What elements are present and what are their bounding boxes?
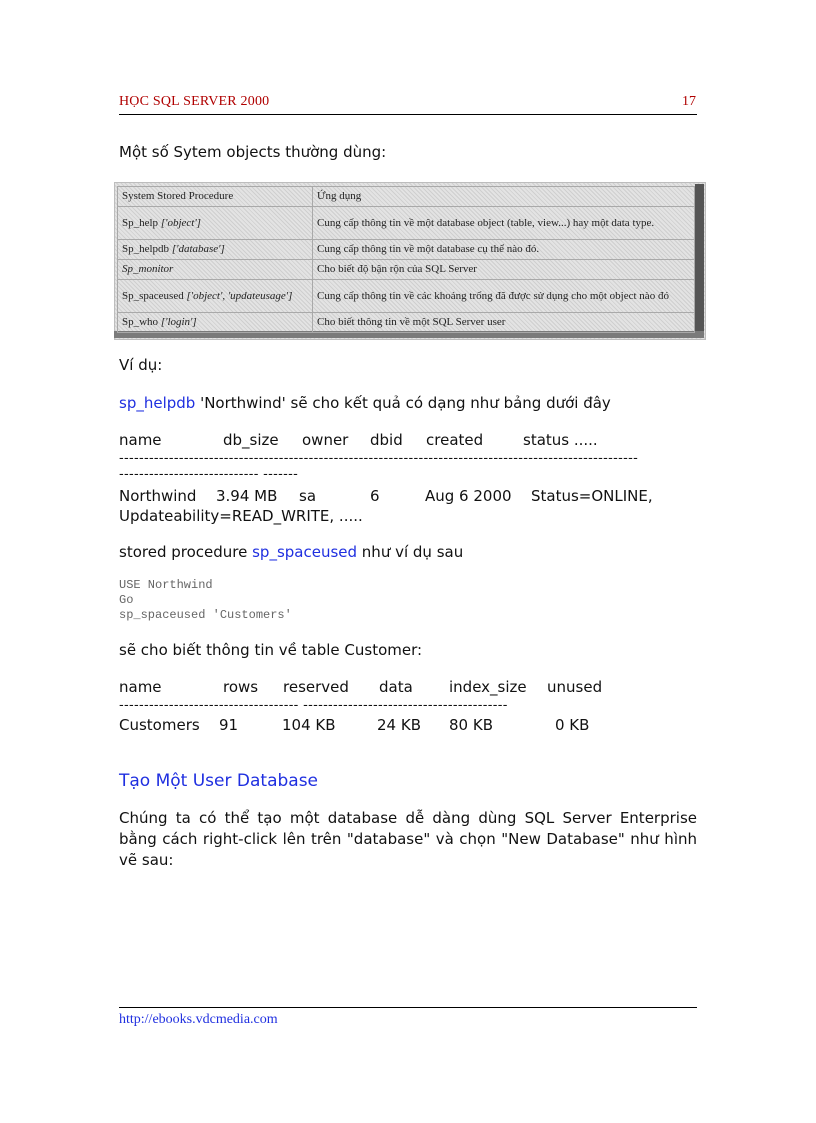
col-index-size: index_size bbox=[449, 678, 527, 696]
usage-cell: Cung cấp thông tin về một database object (table, view...) hay một data type. bbox=[313, 207, 695, 240]
procedure-arg: ['object', 'updateusage'] bbox=[186, 289, 293, 302]
table-header-row bbox=[118, 187, 695, 207]
table-row bbox=[118, 207, 695, 240]
col-created: created bbox=[426, 431, 484, 449]
col-dbid: dbid bbox=[370, 431, 403, 449]
code-line: sp_spaceused 'Customers' bbox=[119, 608, 292, 622]
cell-name: Northwind bbox=[119, 487, 197, 505]
helpdb-dash-line-1: -------------------------------------------------------------------------------------------------------- bbox=[119, 452, 639, 466]
col-reserved: reserved bbox=[283, 678, 349, 696]
code-line: USE Northwind bbox=[119, 578, 213, 592]
procedure-cell bbox=[118, 280, 313, 313]
cell-owner: sa bbox=[299, 487, 317, 505]
helpdb-keyword: sp_helpdb bbox=[119, 394, 196, 412]
header-cell-usage: Ứng dụng bbox=[313, 187, 695, 207]
col-data: data bbox=[379, 678, 413, 696]
helpdb-dash-line-2: ---------------------------- ------- bbox=[119, 468, 299, 482]
page-number: 17 bbox=[682, 94, 696, 109]
procedure-arg: ['login'] bbox=[160, 316, 197, 328]
helpdb-example-line bbox=[119, 393, 611, 413]
cell-unused: 0 KB bbox=[555, 716, 590, 734]
code-block bbox=[119, 578, 292, 623]
section-heading: Tạo Một User Database bbox=[119, 771, 319, 791]
procedure-cell bbox=[118, 313, 313, 333]
spaceused-prefix: stored procedure bbox=[119, 543, 253, 561]
helpdb-result-row-cont: Updateability=READ_WRITE, ..... bbox=[119, 507, 363, 525]
table-row bbox=[118, 260, 695, 280]
code-line: Go bbox=[119, 593, 134, 607]
stored-procedure-table bbox=[117, 186, 695, 333]
cell-rows: 91 bbox=[219, 716, 239, 734]
intro-text: Một số Sytem objects thường dùng: bbox=[119, 143, 387, 161]
table-row bbox=[118, 313, 695, 333]
col-name: name bbox=[119, 678, 162, 696]
table-row bbox=[118, 280, 695, 313]
usage-cell: Cho biết thông tin về một SQL Server user bbox=[313, 313, 695, 333]
cell-name: Customers bbox=[119, 716, 200, 734]
col-name: name bbox=[119, 431, 162, 449]
spaceused-keyword: sp_spaceused bbox=[252, 543, 358, 561]
procedure-cell bbox=[118, 260, 313, 280]
procedure-arg: ['database'] bbox=[171, 243, 225, 255]
usage-cell: Cung cấp thông tin về các khoảng trống đã được sử dụng cho một object nào đó bbox=[313, 280, 695, 313]
table-row bbox=[118, 240, 695, 260]
col-status: status ..... bbox=[523, 431, 598, 449]
footer-link[interactable]: http://ebooks.vdcmedia.com bbox=[119, 1012, 278, 1027]
spaceused-dash-line: ------------------------------------ ----------------------------------------- bbox=[119, 699, 508, 713]
procedure-name: Sp_spaceused bbox=[122, 289, 187, 302]
col-rows: rows bbox=[223, 678, 259, 696]
col-owner: owner bbox=[302, 431, 349, 449]
spaceused-note: sẽ cho biết thông tin về table Customer: bbox=[119, 641, 423, 659]
procedure-name: Sp_helpdb bbox=[122, 243, 172, 255]
cell-status: Status=ONLINE, bbox=[531, 487, 653, 505]
header-title: HỌC SQL SERVER 2000 bbox=[119, 94, 270, 109]
cell-data: 24 KB bbox=[377, 716, 421, 734]
usage-cell: Cho biết độ bận rộn của SQL Server bbox=[313, 260, 695, 280]
procedure-cell bbox=[118, 240, 313, 260]
procedure-arg: Sp_monitor bbox=[122, 263, 174, 275]
usage-cell: Cung cấp thông tin về một database cụ thể nào đó. bbox=[313, 240, 695, 260]
example-label: Ví dụ: bbox=[119, 356, 163, 374]
col-db-size: db_size bbox=[223, 431, 279, 449]
spaceused-suffix: như ví dụ sau bbox=[357, 543, 464, 561]
cell-dbid: 6 bbox=[370, 487, 380, 505]
body-paragraph: Chúng ta có thể tạo một database dễ dàng dùng SQL Server Enterprise bằng cách right-click lên trên "database" và chọn "New Database" như hình vẽ sau: bbox=[119, 809, 697, 869]
header-rule bbox=[119, 114, 697, 115]
procedure-arg: ['object'] bbox=[160, 216, 201, 229]
helpdb-description: 'Northwind' sẽ cho kết quả có dạng như bảng dưới đây bbox=[195, 394, 611, 412]
procedure-name: Sp_help bbox=[122, 216, 161, 229]
footer-rule bbox=[119, 1007, 697, 1008]
spaceused-intro bbox=[119, 542, 463, 562]
cell-reserved: 104 KB bbox=[282, 716, 336, 734]
sp-table-shadow bbox=[695, 184, 704, 336]
procedure-name: Sp_who bbox=[122, 316, 161, 328]
cell-created: Aug 6 2000 bbox=[425, 487, 512, 505]
procedure-cell bbox=[118, 207, 313, 240]
cell-db-size: 3.94 MB bbox=[216, 487, 278, 505]
cell-index-size: 80 KB bbox=[449, 716, 493, 734]
header-cell-procedure: System Stored Procedure bbox=[118, 187, 313, 207]
col-unused: unused bbox=[547, 678, 603, 696]
